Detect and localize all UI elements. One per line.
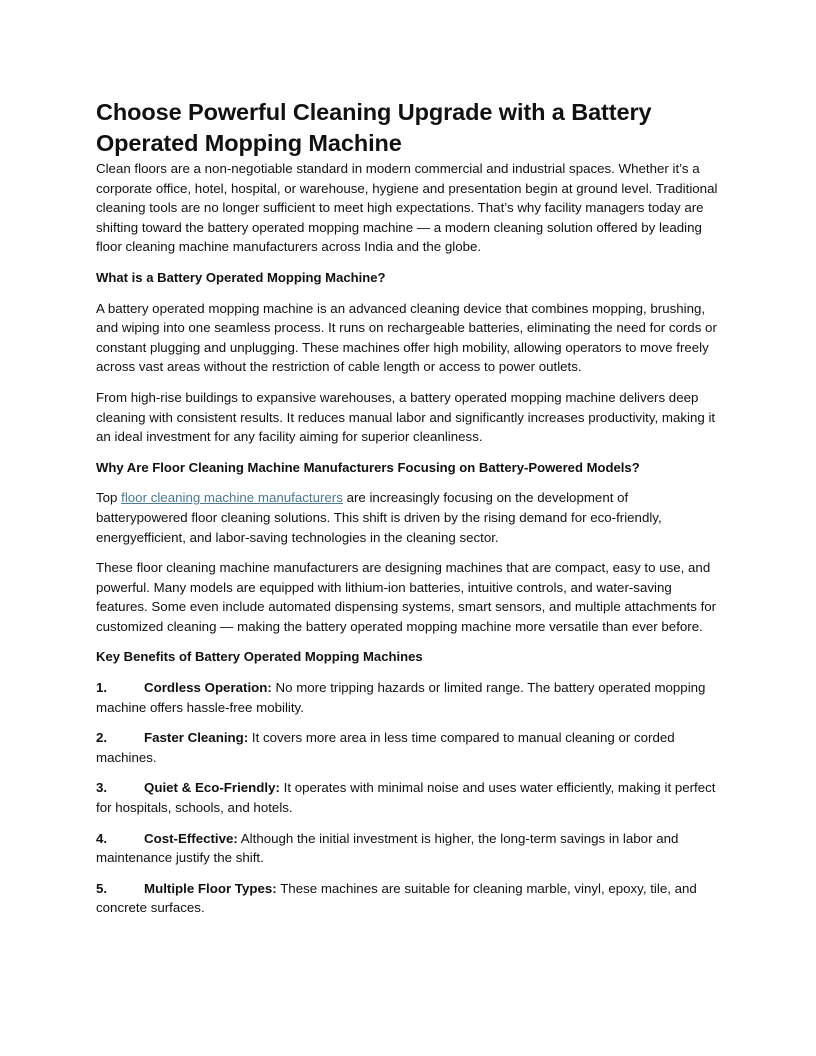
benefit-title: Multiple Floor Types:	[144, 880, 277, 896]
benefit-item	[96, 829, 720, 868]
manufacturers-paragraph-1	[96, 488, 720, 547]
what-is-paragraph-1: A battery operated mopping machine is an advanced cleaning device that combines mopping, brushing, and wiping into one seamless process. It runs on rechargeable batteries, eliminating the need for cords or constant plugging and unplugging. These machines offer high mobility, allowing operators to move freely across vast areas without the restriction of cable length or access to power outlets.	[96, 300, 717, 375]
benefit-number: 4.	[96, 830, 108, 846]
section-heading-why-manufacturers: Why Are Floor Cleaning Machine Manufacturers Focusing on Battery-Powered Models?	[96, 459, 640, 475]
benefit-item	[96, 879, 720, 918]
section-heading-key-benefits: Key Benefits of Battery Operated Mopping Machines	[96, 649, 423, 665]
section-heading-what-is: What is a Battery Operated Mopping Machine?	[96, 269, 386, 285]
benefit-item	[96, 678, 720, 717]
benefit-title: Cost-Effective:	[144, 830, 238, 846]
benefit-number: 3.	[96, 780, 108, 796]
manufacturers-paragraph-2: These floor cleaning machine manufacturers are designing machines that are compact, easy to use, and powerful. Many models are equipped with lithium-ion batteries, intuitive controls, and water-saving features. Some even include automated dispensing systems, smart sensors, and multiple attachments for customized cleaning — making the battery operated mopping machine more versatile than ever before.	[96, 560, 717, 634]
manufacturers-text-after-link: are increasingly focusing on the development of batterypowered floor cleaning solutions. This shift is driven by the rising demand for eco-friendly, energyefficient, and labor-saving technologies in the cleaning sector.	[96, 490, 662, 545]
benefit-text: No more tripping hazards or limited range. The battery operated mopping machine offers hassle-free mobility.	[96, 680, 706, 715]
floor-cleaning-manufacturers-link[interactable]: floor cleaning machine manufacturers	[121, 490, 343, 506]
benefit-number: 1.	[96, 680, 108, 696]
benefit-text: It operates with minimal noise and uses water efficiently, making it perfect for hospitals, schools, and hotels.	[96, 780, 716, 816]
manufacturers-text-before-link: Top	[96, 490, 122, 506]
benefit-title: Quiet & Eco-Friendly:	[144, 780, 280, 796]
benefit-text: Although the initial investment is higher, the long-term savings in labor and maintenance justify the shift.	[96, 830, 679, 866]
benefit-item	[96, 778, 720, 817]
benefit-title: Faster Cleaning:	[144, 730, 249, 746]
benefit-title: Cordless Operation:	[144, 680, 272, 696]
benefit-text: It covers more area in less time compared to manual cleaning or corded machines.	[96, 730, 675, 765]
benefit-number: 2.	[96, 730, 108, 746]
what-is-paragraph-2: From high-rise buildings to expansive warehouses, a battery operated mopping machine delivers deep cleaning with consistent results. It reduces manual labor and significantly increases productivity, making it an ideal investment for any facility aiming for superior cleanliness.	[96, 389, 716, 445]
benefit-item	[96, 728, 720, 767]
intro-paragraph: Clean floors are a non-negotiable standard in modern commercial and industrial spaces. Whether it’s a corporate office, hotel, hospital, or warehouse, hygiene and presentation begin at ground level. Traditional cleaning tools are no longer sufficient to meet high expectations. That’s why facility managers today are shifting toward the battery operated mopping machine — a modern cleaning solution offered by leading floor cleaning machine manufacturers across India and the globe.	[96, 161, 718, 255]
benefit-number: 5.	[96, 880, 108, 896]
benefit-text: These machines are suitable for cleaning marble, vinyl, epoxy, tile, and concrete surfaces.	[96, 880, 697, 916]
page-title: Choose Powerful Cleaning Upgrade with a Battery Operated Mopping Machine	[96, 99, 652, 156]
